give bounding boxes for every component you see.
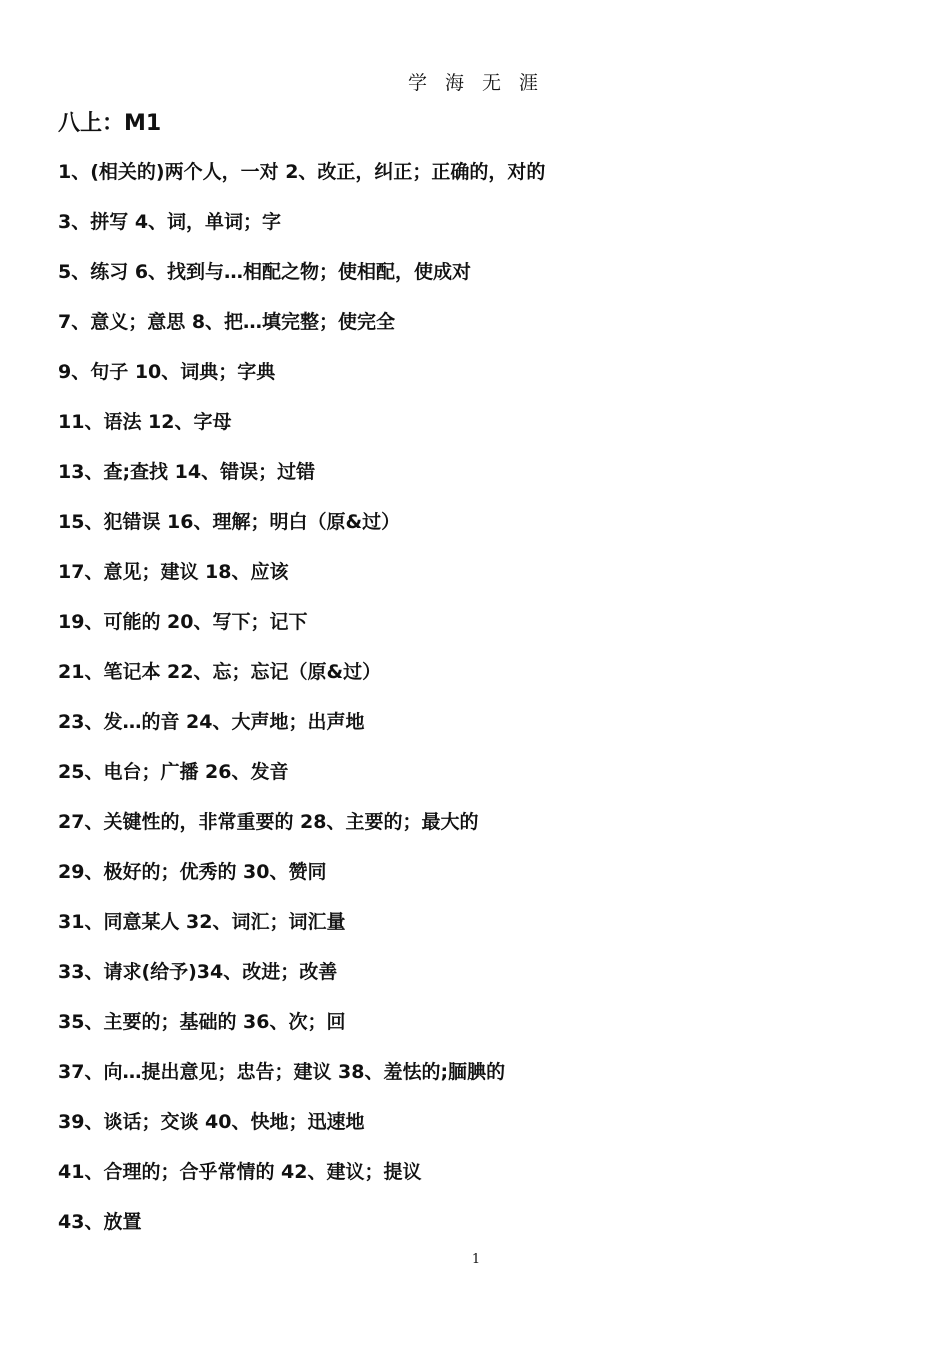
- vocab-list: [58, 155, 918, 1255]
- vocab-line-11: 21、笔记本 22、忘；忘记（原&过）: [58, 661, 382, 683]
- vocab-line-22: 43、放置: [58, 1211, 142, 1233]
- vocab-line-13: 25、电台；广播 26、发音: [58, 761, 289, 783]
- vocab-line-12: 23、发…的音 24、大声地；出声地: [58, 711, 365, 733]
- page-number: 1: [471, 1252, 481, 1267]
- vocab-line-19: 37、向…提出意见；忠告；建议 38、羞怯的;腼腆的: [58, 1061, 506, 1083]
- page-header: 学 海 无 涯: [407, 72, 545, 94]
- unit-title: 八上：M1: [58, 111, 162, 136]
- vocab-line-4: 7、意义；意思 8、把…填完整；使完全: [58, 311, 396, 333]
- vocab-line-17: 33、请求(给予)34、改进；改善: [58, 961, 338, 983]
- vocab-line-8: 15、犯错误 16、理解；明白（原&过）: [58, 511, 401, 533]
- vocab-line-20: 39、谈话；交谈 40、快地；迅速地: [58, 1111, 365, 1133]
- vocab-line-9: 17、意见；建议 18、应该: [58, 561, 289, 583]
- vocab-line-1: 1、(相关的)两个人，一对 2、改正，纠正；正确的，对的: [58, 161, 546, 183]
- vocab-line-18: 35、主要的；基础的 36、次；回: [58, 1011, 346, 1033]
- vocab-line-14: 27、关键性的，非常重要的 28、主要的；最大的: [58, 811, 479, 833]
- vocab-line-6: 11、语法 12、字母: [58, 411, 232, 433]
- vocab-line-3: 5、练习 6、找到与…相配之物；使相配，使成对: [58, 261, 472, 283]
- vocab-line-2: 3、拼写 4、词，单词；字: [58, 211, 282, 233]
- vocab-line-21: 41、合理的；合乎常情的 42、建议；提议: [58, 1161, 422, 1183]
- vocab-line-15: 29、极好的；优秀的 30、赞同: [58, 861, 327, 883]
- vocab-line-5: 9、句子 10、词典；字典: [58, 361, 276, 383]
- vocab-line-16: 31、同意某人 32、词汇；词汇量: [58, 911, 346, 933]
- vocab-line-10: 19、可能的 20、写下；记下: [58, 611, 308, 633]
- vocab-line-7: 13、查;查找 14、错误；过错: [58, 461, 316, 483]
